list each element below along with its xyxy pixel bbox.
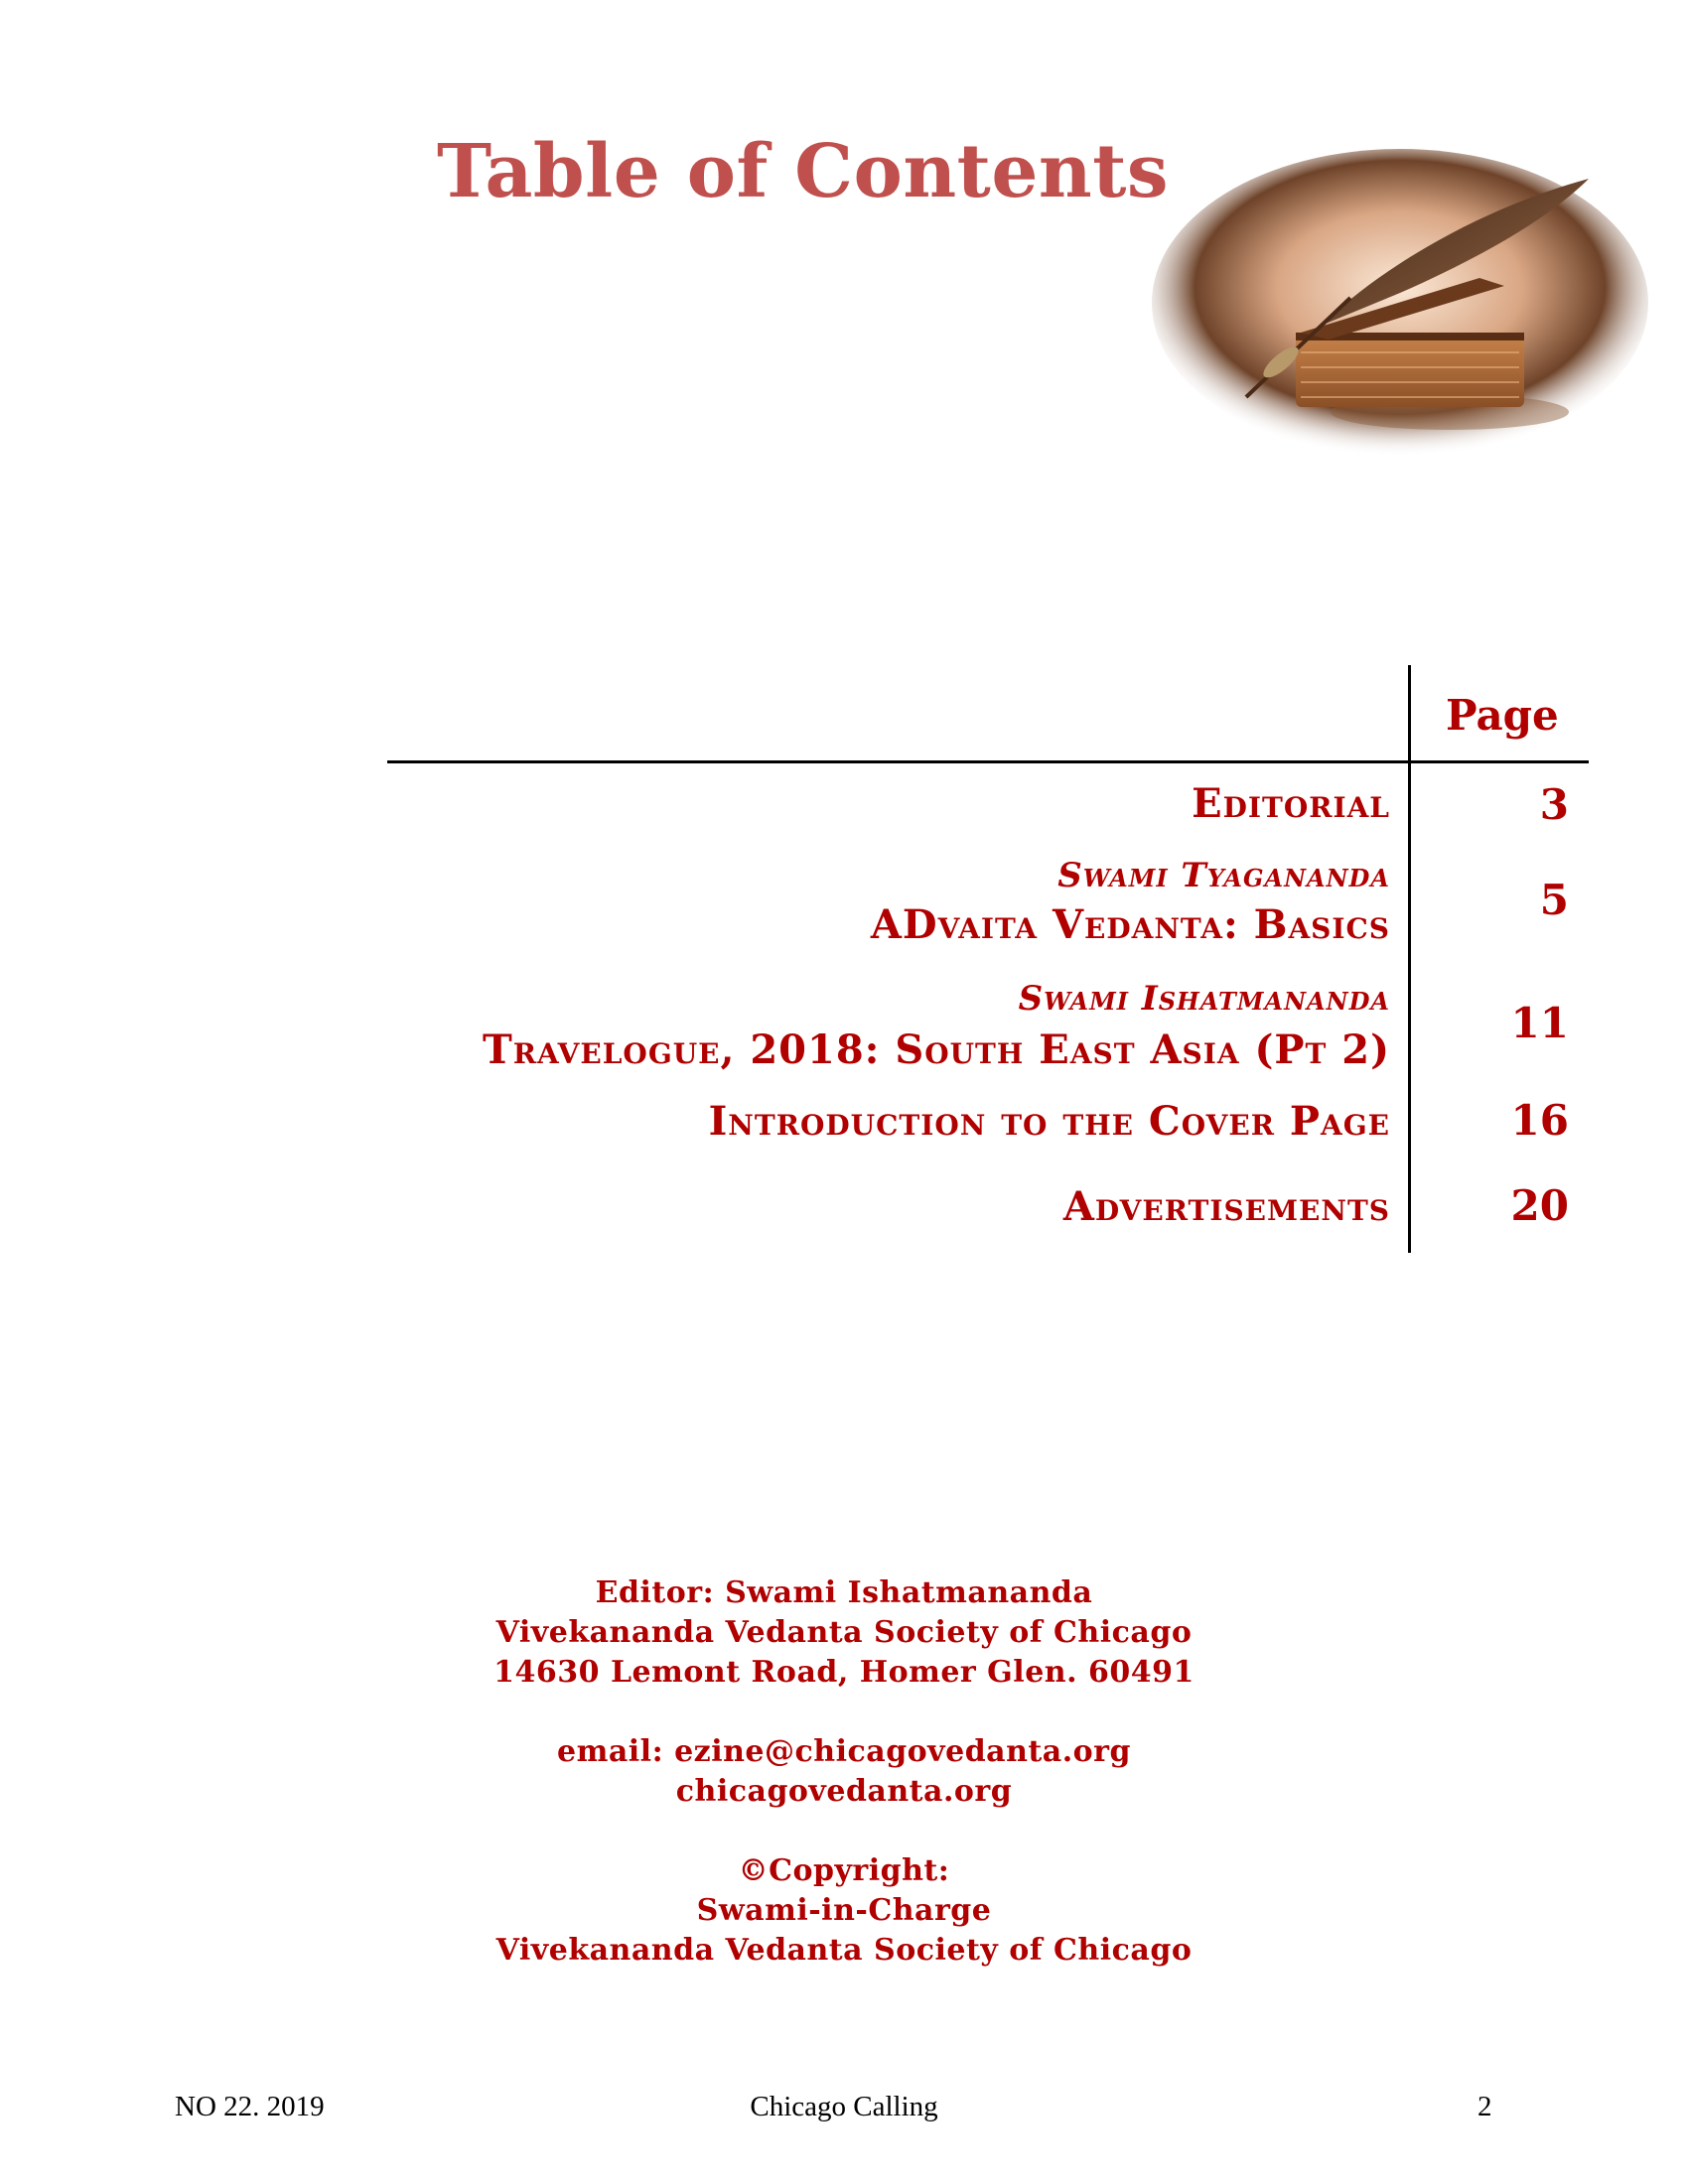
toc-entry-page: 11: [1510, 999, 1569, 1047]
column-divider: [1408, 665, 1411, 1253]
website-link[interactable]: chicagovedanta.org: [675, 1774, 1013, 1809]
header-rule: [387, 760, 1589, 763]
page-column-header: Page: [1446, 691, 1559, 740]
address-line: 14630 Lemont Road, Homer Glen. 60491: [493, 1655, 1195, 1690]
publication-name: Chicago Calling: [750, 2091, 938, 2122]
society-line: Vivekananda Vedanta Society of Chicago: [495, 1615, 1193, 1650]
toc-entry-title[interactable]: Editorial: [1192, 780, 1390, 827]
issue-number: NO 22. 2019: [175, 2091, 325, 2122]
toc-entry-author: Swami Tyagananda: [1057, 856, 1390, 895]
toc-entry-title[interactable]: Advertisements: [1062, 1183, 1390, 1230]
email-line[interactable]: email: ezine@chicagovedanta.org: [557, 1734, 1131, 1769]
copyright-org: Vivekananda Vedanta Society of Chicago: [495, 1933, 1193, 1968]
copyright-line: ©Copyright:: [738, 1853, 950, 1888]
toc-entry-author: Swami Ishatmananda: [1018, 979, 1390, 1019]
toc-entry-page: 20: [1510, 1181, 1569, 1230]
copyright-holder: Swami-in-Charge: [696, 1893, 992, 1928]
editor-line: Editor: Swami Ishatmananda: [595, 1575, 1093, 1610]
page-number: 2: [1477, 2091, 1492, 2122]
masthead: [0, 1573, 1688, 1971]
toc-entry-page: 5: [1539, 876, 1569, 924]
toc-entry-page: 3: [1539, 780, 1569, 829]
toc-entry-title[interactable]: Travelogue, 2018: South East Asia (Pt 2): [482, 1026, 1390, 1073]
toc-entry-title[interactable]: Introduction to the Cover Page: [708, 1098, 1390, 1145]
toc-entry-page: 16: [1510, 1096, 1569, 1145]
page-title: Table of Contents: [437, 129, 1170, 214]
toc-entry-title[interactable]: ADvaita Vedanta: Basics: [870, 901, 1390, 948]
